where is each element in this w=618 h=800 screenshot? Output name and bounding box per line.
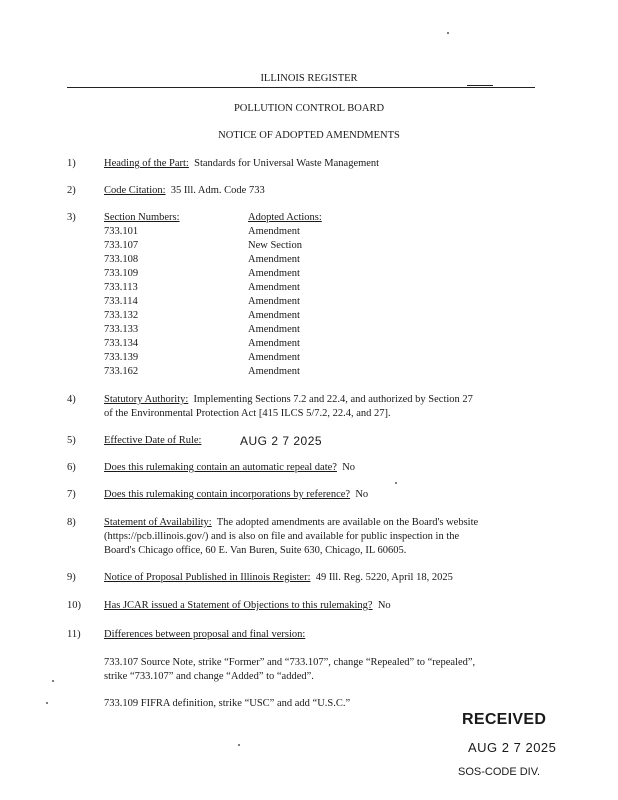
item-value: No [355,489,369,500]
section-number: 733.162 [104,366,139,377]
item-label: Notice of Proposal Published in Illinois Register: [104,572,311,583]
section-number: 733.114 [104,296,138,307]
differences-heading [104,629,305,640]
received-stamp-title: RECEIVED [462,711,547,728]
item-value: 35 Ill. Adm. Code 733 [170,185,265,196]
item-value: No [377,600,391,611]
item-label: Does this rulemaking contain an automatic repeal date? [104,462,337,473]
section-action: Amendment [248,282,300,293]
received-stamp-date: AUG 2 7 2025 [468,740,557,755]
section-number: 733.107 [104,240,139,251]
section-row [104,310,138,321]
header-rule [67,87,535,88]
scan-speck [395,482,397,484]
jcar-question [104,600,391,611]
section-number: 733.139 [104,352,139,363]
item-label: Heading of the Part: [104,158,189,169]
item-label: Does this rulemaking contain incorporations by reference? [104,489,351,500]
difference-paragraph: 733.107 Source Note, strike “Former” and “733.107”, change “Repealed” to “repealed”, [104,657,476,668]
incorporations-question [104,489,368,500]
scan-speck [447,32,449,34]
statement-availability [104,517,478,528]
difference-paragraph-continued: strike “733.107” and change “Added” to “added”. [104,671,314,682]
item-heading [104,158,379,169]
item-label: Has JCAR issued a Statement of Objections to this rulemaking? [104,600,373,611]
section-action: Amendment [248,338,300,349]
notice-title: NOTICE OF ADOPTED AMENDMENTS [218,130,400,141]
section-row [104,324,138,335]
adopted-actions-header: Adopted Actions: [248,212,322,223]
section-row [104,352,138,363]
section-row [104,282,138,293]
section-action: Amendment [248,310,300,321]
item-label: Effective Date of Rule: [104,435,202,446]
section-number: 733.134 [104,338,139,349]
section-action: Amendment [248,254,300,265]
item-value: 49 Ill. Reg. 5220, April 18, 2025 [315,572,453,583]
item-value: The adopted amendments are available on the Board's website [216,517,479,528]
scan-speck [238,744,240,746]
received-stamp-division: SOS-CODE DIV. [458,766,541,778]
item-value: Implementing Sections 7.2 and 22.4, and authorized by Section 27 [193,394,473,405]
section-numbers-header: Section Numbers: [104,212,180,223]
board-title: POLLUTION CONTROL BOARD [233,103,385,114]
item-value-continued: of the Environmental Protection Act [415 ILCS 5/7.2, 22.4, and 27]. [104,408,391,419]
section-row [104,226,138,237]
item-number: 7) [67,489,76,500]
item-label: Differences between proposal and final version: [104,629,306,640]
item-code-citation [104,185,265,196]
scan-speck [52,680,54,682]
item-number: 9) [67,572,76,583]
item-label: Code Citation: [104,185,166,196]
scan-speck [46,702,48,704]
section-action: Amendment [248,366,300,377]
section-number: 733.101 [104,226,139,237]
section-action: Amendment [248,226,300,237]
section-row [104,268,138,279]
effective-date-stamp: AUG 2 7 2025 [240,434,323,448]
item-number: 2) [67,185,76,196]
section-action: New Section [248,240,302,251]
item-value: No [342,462,356,473]
notice-of-proposal [104,572,453,583]
item-number: 4) [67,394,76,405]
item-value-continued: Board's Chicago office, 60 E. Van Buren, Suite 630, Chicago, IL 60605. [104,545,407,556]
register-title: ILLINOIS REGISTER [260,73,358,84]
section-action: Amendment [248,296,300,307]
item-label: Statement of Availability: [104,517,212,528]
item-number: 3) [67,212,76,223]
section-number: 733.132 [104,310,139,321]
statutory-authority [104,394,473,405]
section-row [104,254,138,265]
item-number: 1) [67,158,76,169]
item-number: 10) [67,600,81,611]
item-number: 5) [67,435,76,446]
difference-paragraph: 733.109 FIFRA definition, strike “USC” and add “U.S.C.” [104,698,351,709]
item-label: Statutory Authority: [104,394,189,405]
section-action: Amendment [248,324,300,335]
item-number: 8) [67,517,76,528]
section-number: 733.108 [104,254,139,265]
item-number: 11) [67,629,81,640]
section-row [104,240,138,251]
section-row [104,366,138,377]
section-row [104,338,138,349]
repeal-date-question [104,462,355,473]
item-value: Standards for Universal Waste Management [194,158,380,169]
section-number: 733.109 [104,268,139,279]
item-number: 6) [67,462,76,473]
section-action: Amendment [248,352,300,363]
header-rule-short [467,85,493,86]
section-number: 733.133 [104,324,139,335]
section-action: Amendment [248,268,300,279]
section-row [104,296,138,307]
item-value-continued: (https://pcb.illinois.gov/) and is also on file and available for public inspection in the [104,531,460,542]
section-number: 733.113 [104,282,138,293]
